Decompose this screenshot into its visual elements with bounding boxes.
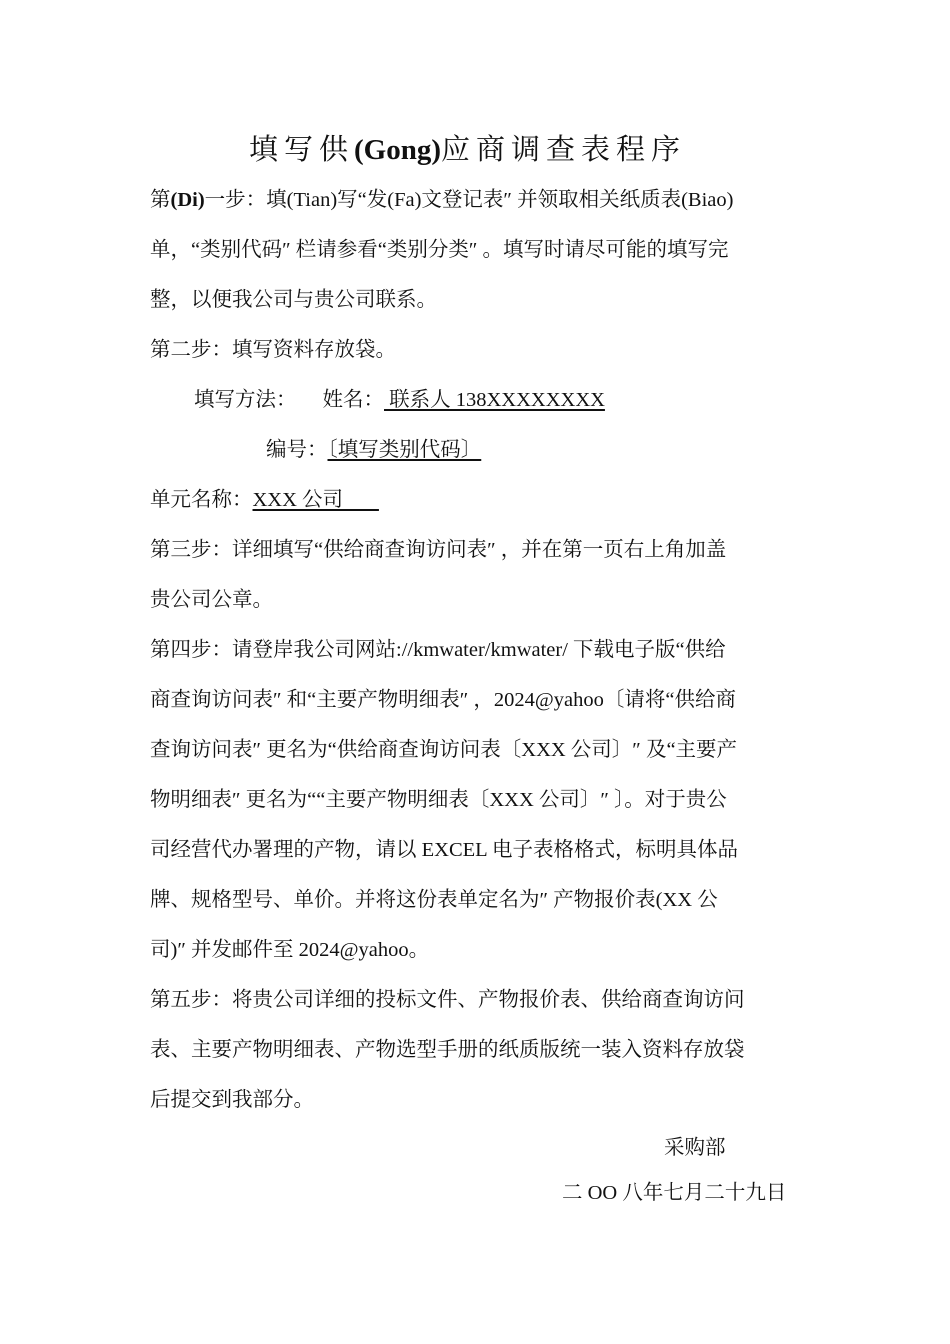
title-bold: (Gong) (354, 134, 441, 166)
signature-department: 采购部 (664, 1137, 726, 1159)
step1-label-bold: (Di) (170, 189, 205, 211)
step4-line7: 司)″ 并发邮件至 2024@yahoo。 (150, 939, 430, 961)
step4-line2: 商查询访问表″ 和“主要产物明细表″ ，2024@yahoo〔请将“供给商 (150, 689, 737, 711)
code-value: 〔填写类别代码〕 (327, 439, 482, 461)
step1-line2: 单，“类别代码″ 栏请参看“类别分类″ 。填写时请尽可能的填写完 (150, 239, 729, 261)
step2-method-line (150, 375, 805, 425)
step4-line6: 牌、规格型号、单价。并将这份表单定名为″ 产物报价表(XX 公 (150, 889, 718, 911)
step5-line2: 表、主要产物明细表、产物选型手册的纸质版统一装入资料存放袋 (150, 1039, 745, 1061)
signature-date: 二 OO 八年七月二十九日 (562, 1182, 787, 1204)
step1-label-prefix: 第 (150, 189, 171, 211)
step2-unit-line (150, 475, 805, 525)
name-label: 姓名： (322, 389, 384, 411)
step5-line1: 第五步：将贵公司详细的投标文件、产物报价表、供给商查询访问 (150, 989, 745, 1011)
method-label: 填写方法： (194, 389, 297, 411)
step4-line4: 物明细表″ 更名为““主要产物明细表〔XXX 公司〕″ 〕。对于贵公 (150, 789, 727, 811)
title-prefix: 填写供 (248, 134, 354, 166)
step1-line3: 整，以便我公司与贵公司联系。 (150, 289, 437, 311)
unit-value: XXX 公司 (252, 489, 379, 511)
name-value: 联系人 138XXXXXXXX (384, 389, 605, 411)
step3-line1: 第三步：详细填写“供给商查询访问表″ ，并在第一页右上角加盖 (150, 539, 727, 561)
document-body (150, 175, 805, 1125)
step1-line1-text: 一步：填(Tian)写“发(Fa)文登记表″ 并领取相关纸质表(Biao) (204, 189, 734, 211)
step2-code-line (150, 425, 805, 475)
unit-label: 单元名称： (150, 489, 253, 511)
step1-line1 (150, 175, 805, 225)
step4-line5: 司经营代办署理的产物，请以 EXCEL 电子表格格式，标明具体品 (150, 839, 739, 861)
step5-line3: 后提交到我部分。 (150, 1089, 314, 1111)
step3-line2: 贵公司公章。 (150, 589, 273, 611)
code-label: 编号： (266, 439, 328, 461)
step2-line1: 第二步：填写资料存放袋。 (150, 339, 396, 361)
step4-line3: 查询访问表″ 更名为“供给商查询访问表〔XXX 公司〕″ 及“主要产 (150, 739, 738, 761)
title-suffix: 应商调查表程序 (441, 134, 687, 166)
step4-line1: 第四步：请登岸我公司网站://kmwater/kmwater/ 下载电子版“供给 (150, 639, 726, 661)
document-title (0, 128, 935, 172)
